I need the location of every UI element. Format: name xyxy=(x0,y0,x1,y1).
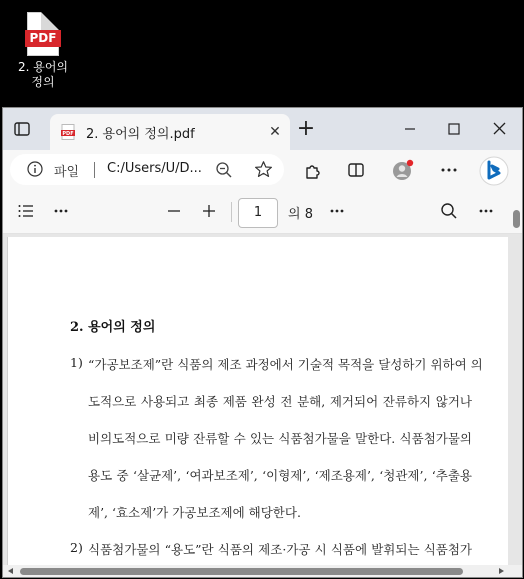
pdf-more-right-icon[interactable] xyxy=(477,202,495,220)
tab-bar xyxy=(3,108,522,150)
maximize-button[interactable] xyxy=(439,118,469,140)
browser-window xyxy=(2,107,523,578)
pdf-favicon-icon xyxy=(61,124,75,140)
page-number-input[interactable]: 1 xyxy=(238,198,278,228)
split-screen-icon[interactable] xyxy=(346,160,366,180)
profile-avatar[interactable] xyxy=(392,159,414,181)
site-info-label[interactable]: 파일 xyxy=(54,165,80,180)
extensions-icon[interactable] xyxy=(303,160,323,180)
zoom-out-icon[interactable] xyxy=(215,161,233,179)
pdf-badge: PDF xyxy=(25,30,61,47)
omnibox[interactable] xyxy=(10,154,284,185)
page-total-label: 의 8 xyxy=(288,207,313,222)
paragraph-line: 용도 중 ‘살균제’, ‘여과보조제’, ‘이형제’, ‘제조용제’, ‘청관제’, ‘추출용 xyxy=(88,468,472,483)
pdf-viewer[interactable] xyxy=(3,234,522,577)
vertical-scroll-thumb[interactable] xyxy=(513,210,520,228)
document-heading: 2. 용어의 정의 xyxy=(70,320,156,335)
tab-active[interactable] xyxy=(50,114,290,150)
url-text[interactable]: C:/Users/U/D... xyxy=(107,161,202,176)
horizontal-scroll-thumb[interactable] xyxy=(20,568,463,575)
paragraph-line: 식품첨가물의 “용도”란 식품의 제조·가공 시 식품에 발휘되는 식품첨가 xyxy=(88,542,472,557)
desktop-icon-label-line1: 2. 용어의 xyxy=(17,60,69,74)
scroll-right-arrow-icon[interactable] xyxy=(499,568,504,574)
bing-copilot-icon[interactable] xyxy=(479,156,509,186)
desktop-pdf-file-icon[interactable] xyxy=(8,12,78,90)
minimize-button[interactable] xyxy=(395,118,425,140)
item-number: 2) xyxy=(70,540,83,555)
info-icon[interactable] xyxy=(27,161,43,177)
horizontal-scrollbar[interactable] xyxy=(3,565,522,577)
paragraph-line: 비의도적으로 미량 잔류할 수 있는 식품첨가물을 말한다. 식품첨가물의 xyxy=(88,431,472,446)
pdf-more-left-icon[interactable] xyxy=(52,202,70,220)
pdf-toolbar xyxy=(3,190,522,234)
pdf-more-center-icon[interactable] xyxy=(328,202,346,220)
svg-text:PDF: PDF xyxy=(62,131,74,137)
paragraph-line: “가공보조제”란 식품의 제조 과정에서 기술적 목적을 달성하기 위하여 의 xyxy=(88,357,483,372)
paragraph-line: 도적으로 사용되고 최종 제품 완성 전 분해, 제거되어 잔류하지 않거나 xyxy=(88,394,472,409)
zoom-in-pdf-icon[interactable] xyxy=(200,202,218,220)
omnibox-divider xyxy=(94,162,95,178)
pdf-toolbar-divider xyxy=(231,202,232,222)
scroll-left-arrow-icon[interactable] xyxy=(8,568,13,574)
address-bar xyxy=(3,150,522,190)
vertical-scrollbar[interactable] xyxy=(511,204,521,559)
table-of-contents-icon[interactable] xyxy=(17,202,35,220)
desktop-icon-label xyxy=(8,60,78,90)
tab-title: 2. 용어의 정의.pdf xyxy=(86,127,195,142)
item-number: 1) xyxy=(70,355,83,370)
close-window-button[interactable] xyxy=(485,118,515,140)
favorite-star-icon[interactable] xyxy=(254,160,273,179)
tab-actions-icon[interactable] xyxy=(13,120,31,138)
paragraph-line: 제’, ‘효소제’가 가공보조제에 해당한다. xyxy=(88,505,301,520)
zoom-out-pdf-icon[interactable] xyxy=(165,202,183,220)
pdf-file-icon xyxy=(25,12,61,56)
pdf-page xyxy=(7,237,508,572)
tab-close-button[interactable]: ✕ xyxy=(269,124,281,140)
search-icon[interactable] xyxy=(440,202,458,220)
desktop-icon-label-line2: 정의 xyxy=(31,75,55,89)
more-menu-icon[interactable] xyxy=(439,160,459,180)
new-tab-button[interactable]: + xyxy=(296,116,316,141)
